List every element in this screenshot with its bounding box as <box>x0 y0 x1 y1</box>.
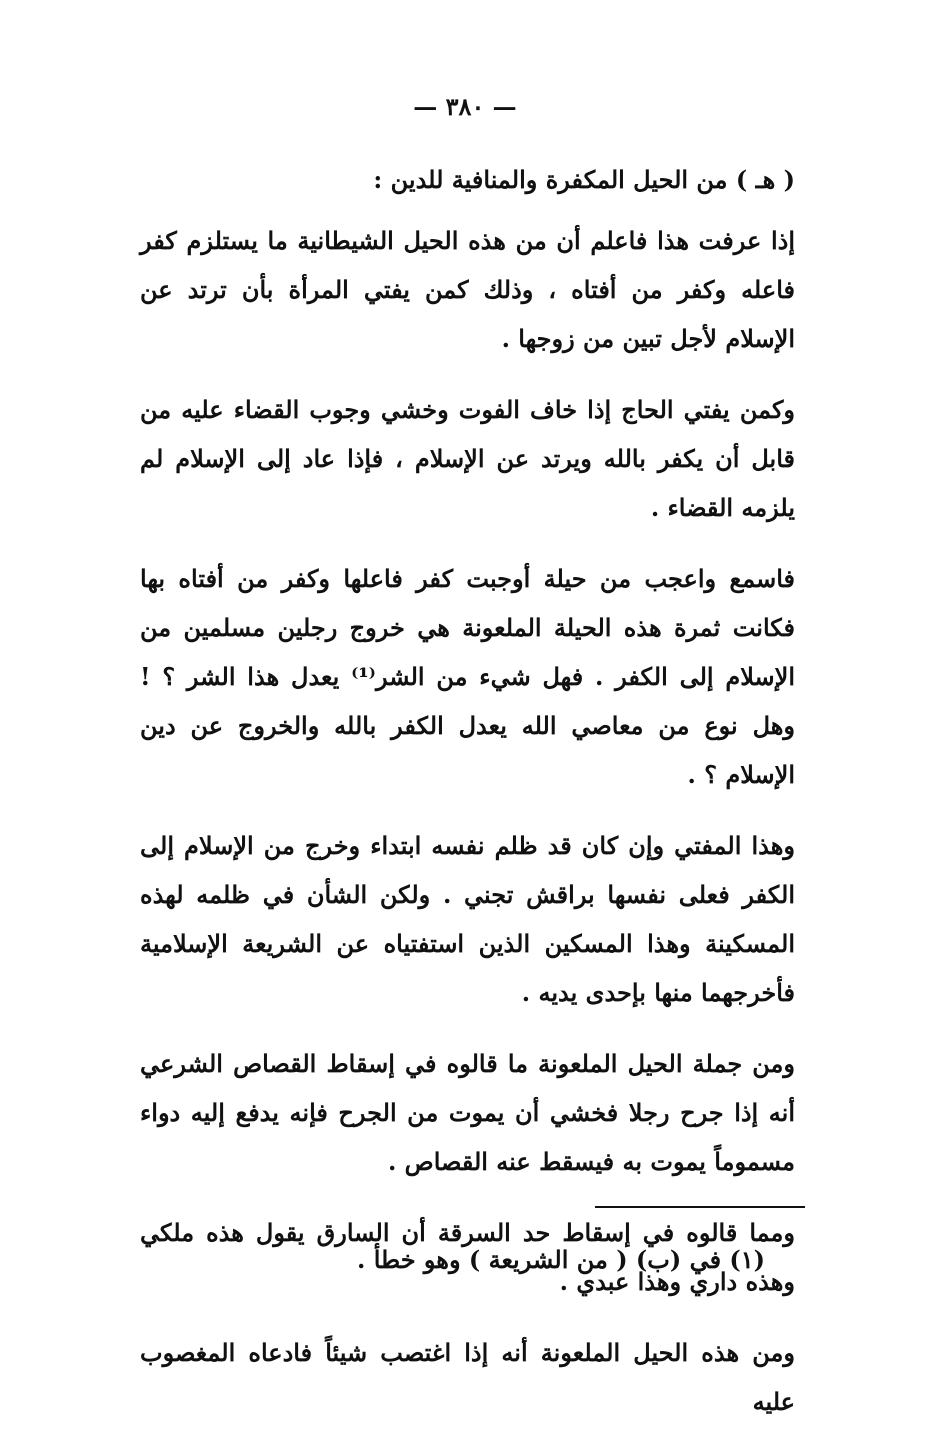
footnote-1: (١) في (ب) ( من الشريعة ) وهو خطأ . <box>356 1245 765 1274</box>
paragraph-usurpation: ومن هذه الحيل الملعونة أنه إذا اغتصب شيئاً فادعاه المغصوب عليه <box>140 1338 795 1416</box>
paragraph-theft-punishment: ومما قالوه في إسقاط حد السرقة أن السارق يقول هذه ملكي وهذه داري وهذا عبدي . <box>140 1218 795 1296</box>
paragraph-apostasy-divorce: إذا عرفت هذا فاعلم أن من هذه الحيل الشيطانية ما يستلزم كفر فاعله وكفر من أفتاه ، وذلك كمن يفتي المرأة بأن ترتد عن الإسلام لأجل تبين من زوجها . <box>140 226 795 353</box>
section-heading: ( هـ ) من الحيل المكفرة والمنافية للدين : <box>373 165 795 194</box>
paragraph-retaliation-evasion: ومن جملة الحيل الملعونة ما قالوه في إسقاط القصاص الشرعي أنه إذا جرح رجلا فخشي أن يموت من الجرح فإنه يدفع إليه دواء مسموماً يموت به فيسقط عنه القصاص . <box>140 1049 795 1176</box>
footnote-divider <box>595 1206 805 1208</box>
page-number: — ٣٨٠ — <box>413 92 517 121</box>
paragraph-cursed-ruse: فاسمع واعجب من حيلة أوجبت كفر فاعلها وكفر من أفتاه بها فكانت ثمرة هذه الحيلة الملعونة هي خروج رجلين مسلمين من الإسلام إلى الكفر . فهل شيء من الشر⁽¹⁾ يعدل هذا الشر ؟ ! وهل نوع من معاصي الله يعدل الكفر بالله والخروج عن دين الإسلام ؟ . <box>140 564 796 789</box>
paragraph-pilgrim-apostasy: وكمن يفتي الحاج إذا خاف الفوت وخشي وجوب القضاء عليه من قابل أن يكفر بالله ويرتد عن الإسلام ، فإذا عاد إلى الإسلام لم يلزمه القضاء . <box>140 395 795 522</box>
paragraph-mufti-oppression: وهذا المفتي وإن كان قد ظلم نفسه ابتداء وخرج من الإسلام إلى الكفر فعلى نفسها براقش تجني . ولكن الشأن في ظلمه لهذه المسكينة وهذا المسكين الذين استفتياه عن الشريعة الإسلامية فأخرجهما منها بإحدى يديه . <box>140 831 795 1007</box>
